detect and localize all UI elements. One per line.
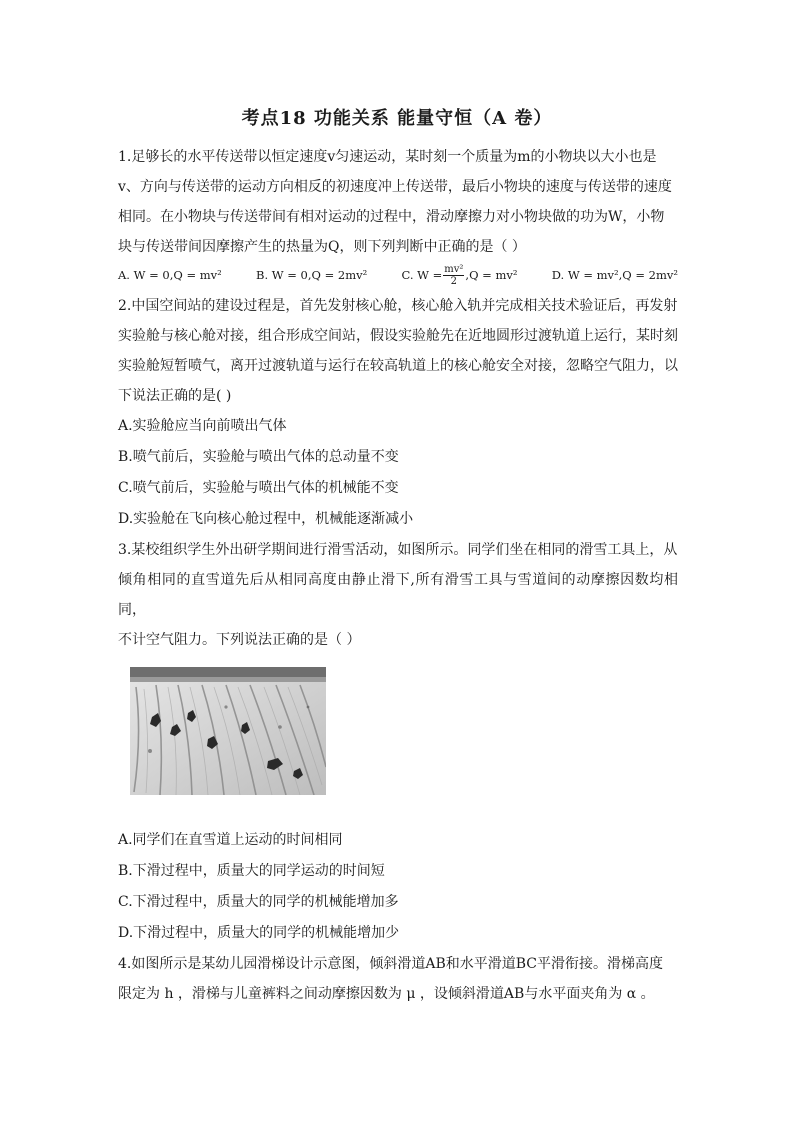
- q4-line-1: 4.如图所示是某幼儿园滑梯设计示意图，倾斜滑道AB和水平滑道BC平滑衔接。滑梯高度: [118, 956, 664, 972]
- q3-option-a: A.同学们在直雪道上运动的时间相同: [118, 832, 343, 848]
- q4-line-2: 限定为 h ，滑梯与儿童裤料之间动摩擦因数为 μ ，设倾斜滑道AB与水平面夹角为 α 。: [118, 986, 655, 1002]
- q1-option-c-denominator: 2: [450, 275, 458, 287]
- q1-option-b: B. W = 0,Q = 2mv²: [256, 268, 368, 282]
- q2-line-4: 下说法正确的是( ): [118, 388, 232, 404]
- q2-option-a: A.实验舱应当向前喷出气体: [118, 418, 287, 434]
- q1-option-c-prefix: C. W =: [401, 268, 443, 282]
- q1-option-c-numerator: mv²: [444, 263, 464, 275]
- q1-option-c-fraction: [443, 264, 464, 287]
- q3-line-1: 3.某校组织学生外出研学期间进行滑雪活动，如图所示。同学们坐在相同的滑雪工具上，从: [118, 542, 678, 558]
- q1-line-1: 1.足够长的水平传送带以恒定速度v匀速运动，某时刻一个质量为m的小物块以大小也是: [118, 149, 657, 165]
- q2-line-3: 实验舱短暂喷气，离开过渡轨道与运行在较高轨道上的核心舱安全对接，忽略空气阻力，以: [118, 358, 678, 374]
- q3-option-c: C.下滑过程中，质量大的同学的机械能增加多: [118, 894, 399, 910]
- q3-line-3: 不计空气阻力。下列说法正确的是（ ）: [118, 632, 361, 648]
- q1-line-4: 块与传送带间因摩擦产生的热量为Q，则下列判断中正确的是（ ）: [118, 239, 526, 255]
- q1-line-2: v、方向与传送带的运动方向相反的初速度冲上传送带，最后小物块的速度与传送带的速度: [118, 179, 672, 195]
- q2-line-1: 2.中国空间站的建设过程是，首先发射核心舱，核心舱入轨并完成相关技术验证后，再发射: [118, 298, 678, 314]
- q3-figure-area: [118, 655, 678, 825]
- q1-options: [118, 260, 678, 290]
- question-content: [118, 142, 678, 1009]
- q1-option-c: [401, 264, 517, 287]
- q1-option-a: A. W = 0,Q = mv²: [118, 268, 222, 282]
- q3-option-b: B.下滑过程中，质量大的同学运动的时间短: [118, 863, 385, 879]
- q3-option-d: D.下滑过程中，质量大的同学的机械能增加少: [118, 925, 400, 941]
- q2-option-d: D.实验舱在飞向核心舱过程中，机械能逐渐减小: [118, 511, 414, 527]
- page-title: 考点18 功能关系 能量守恒（A 卷）: [241, 108, 553, 129]
- q3-line-2: 倾角相同的直雪道先后从相同高度由静止滑下,所有滑雪工具与雪道间的动摩擦因数均相同，: [118, 572, 678, 618]
- q1-option-d: D. W = mv²,Q = 2mv²: [551, 268, 678, 282]
- q2-option-b: B.喷气前后，实验舱与喷出气体的总动量不变: [118, 449, 399, 465]
- ski-slope-photo: [130, 667, 326, 795]
- q1-line-3: 相同。在小物块与传送带间有相对运动的过程中，滑动摩擦力对小物块做的功为W，小物: [118, 209, 665, 225]
- q1-option-c-suffix: ,Q = mv²: [465, 268, 518, 282]
- q2-line-2: 实验舱与核心舱对接，组合形成空间站，假设实验舱先在近地圆形过渡轨道上运行，某时刻: [118, 328, 678, 344]
- q2-option-c: C.喷气前后，实验舱与喷出气体的机械能不变: [118, 480, 399, 496]
